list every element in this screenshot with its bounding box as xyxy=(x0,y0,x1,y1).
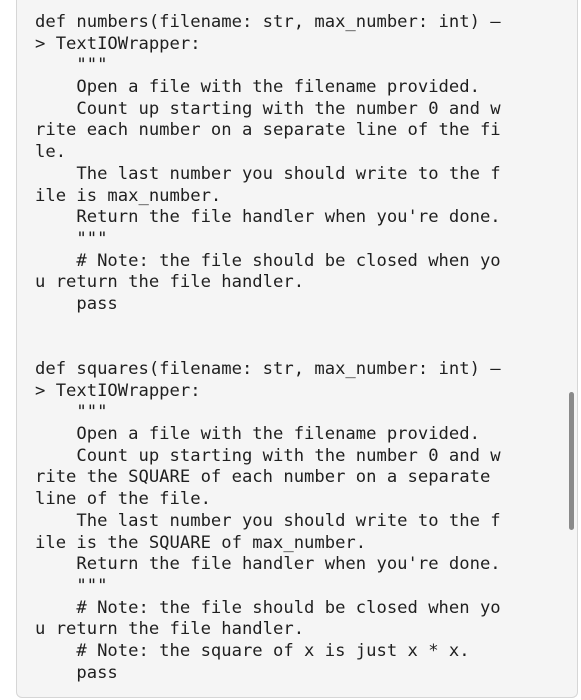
code-line: # Note: the file should be closed when yo xyxy=(35,597,501,618)
code-line: line of the file. xyxy=(35,489,211,510)
code-block xyxy=(35,12,555,684)
vertical-scrollbar[interactable] xyxy=(568,0,574,697)
scrollbar-thumb[interactable] xyxy=(569,392,574,530)
code-line: """ xyxy=(35,575,108,596)
code-line: Count up starting with the number 0 and w xyxy=(35,445,501,466)
code-line: pass xyxy=(35,662,118,683)
code-line: # Note: the square of x is just x * x. xyxy=(35,640,470,661)
code-line: """ xyxy=(35,402,108,423)
code-line: def numbers(filename: str, max_number: int) – xyxy=(35,12,501,32)
code-line xyxy=(35,337,555,359)
code-line: Open a file with the filename provided. xyxy=(35,77,480,98)
code-line: Open a file with the filename provided. xyxy=(35,424,480,445)
code-line: Return the file handler when you're done. xyxy=(35,207,501,228)
code-line: le. xyxy=(35,142,67,163)
code-line: > TextIOWrapper: xyxy=(35,380,201,401)
code-line: The last number you should write to the f xyxy=(35,510,501,531)
code-line: > TextIOWrapper: xyxy=(35,33,201,54)
code-line: rite the SQUARE of each number on a separate xyxy=(35,467,491,488)
code-line: u return the file handler. xyxy=(35,272,305,293)
code-line: """ xyxy=(35,228,108,249)
code-line xyxy=(35,316,555,338)
code-line: # Note: the file should be closed when yo xyxy=(35,250,501,271)
code-line: ile is the SQUARE of max_number. xyxy=(35,532,367,553)
code-line: pass xyxy=(35,293,118,314)
code-line: Count up starting with the number 0 and w xyxy=(35,98,501,119)
code-line: Return the file handler when you're done. xyxy=(35,554,501,575)
code-line: u return the file handler. xyxy=(35,619,305,640)
code-line: The last number you should write to the f xyxy=(35,163,501,184)
code-line: """ xyxy=(35,55,108,76)
code-block-container xyxy=(16,0,578,698)
code-line: def squares(filename: str, max_number: int) – xyxy=(35,359,501,379)
code-line: ile is max_number. xyxy=(35,185,222,206)
code-line: rite each number on a separate line of the fi xyxy=(35,120,501,141)
